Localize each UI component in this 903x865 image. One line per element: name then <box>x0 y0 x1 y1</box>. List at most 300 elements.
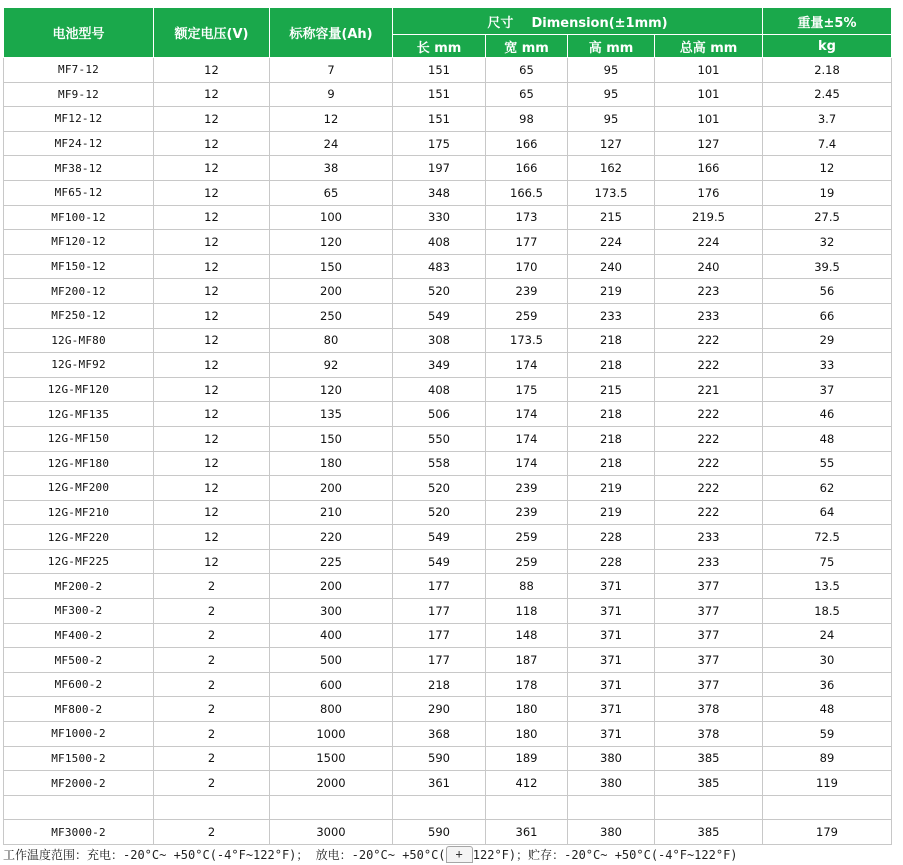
cell-length: 506 <box>393 402 486 427</box>
cell-voltage: 12 <box>154 82 270 107</box>
cell-total-height: 222 <box>655 426 763 451</box>
cell-length: 408 <box>393 377 486 402</box>
cell-weight: 33 <box>763 353 892 378</box>
cell-weight: 2.18 <box>763 58 892 83</box>
cell-width: 361 <box>486 820 568 845</box>
cell-model: MF600-2 <box>4 672 154 697</box>
table-row <box>4 574 892 599</box>
cell-width: 65 <box>486 58 568 83</box>
cell-height: 219 <box>568 500 655 525</box>
cell-length: 520 <box>393 279 486 304</box>
cell-total-height: 378 <box>655 697 763 722</box>
cell-width: 174 <box>486 451 568 476</box>
cell-width: 239 <box>486 279 568 304</box>
cell-height <box>568 795 655 820</box>
cell-width <box>486 795 568 820</box>
cell-height: 173.5 <box>568 180 655 205</box>
cell-weight: 3.7 <box>763 107 892 132</box>
cell-voltage: 2 <box>154 599 270 624</box>
cell-weight <box>763 795 892 820</box>
table-row <box>4 820 892 845</box>
cell-height: 240 <box>568 254 655 279</box>
cell-width: 88 <box>486 574 568 599</box>
cell-length: 361 <box>393 771 486 796</box>
cell-length: 177 <box>393 599 486 624</box>
cell-capacity: 150 <box>270 426 393 451</box>
header-length: 长 mm <box>393 35 486 58</box>
cell-length: 197 <box>393 156 486 181</box>
cell-capacity: 600 <box>270 672 393 697</box>
header-capacity: 标称容量(Ah) <box>270 8 393 58</box>
cell-total-height: 377 <box>655 574 763 599</box>
cell-height: 380 <box>568 746 655 771</box>
cell-voltage: 12 <box>154 107 270 132</box>
cell-voltage: 12 <box>154 328 270 353</box>
cell-capacity: 250 <box>270 303 393 328</box>
cell-model: 12G-MF225 <box>4 549 154 574</box>
operating-temperature-note <box>3 846 738 863</box>
cell-total-height: 233 <box>655 303 763 328</box>
temperature-text-start: 工作温度范围：充电：-20°C~ +50°C(-4°F~122°F)； 放电：-20°C~ +50°C( <box>3 848 446 862</box>
cell-length: 177 <box>393 623 486 648</box>
cell-height: 219 <box>568 279 655 304</box>
cell-width: 170 <box>486 254 568 279</box>
cell-length: 408 <box>393 230 486 255</box>
cell-width: 166 <box>486 156 568 181</box>
cell-height: 233 <box>568 303 655 328</box>
cell-total-height: 240 <box>655 254 763 279</box>
cell-length: 177 <box>393 648 486 673</box>
cell-capacity: 500 <box>270 648 393 673</box>
cell-model: 12G-MF120 <box>4 377 154 402</box>
cell-weight: 18.5 <box>763 599 892 624</box>
cell-total-height: 222 <box>655 500 763 525</box>
cell-total-height: 101 <box>655 107 763 132</box>
battery-spec-table <box>3 7 892 845</box>
cell-total-height: 222 <box>655 353 763 378</box>
cell-capacity: 7 <box>270 58 393 83</box>
cell-height: 371 <box>568 574 655 599</box>
table-row <box>4 426 892 451</box>
cell-capacity: 80 <box>270 328 393 353</box>
cell-capacity: 24 <box>270 131 393 156</box>
cell-weight: 75 <box>763 549 892 574</box>
cell-model: MF9-12 <box>4 82 154 107</box>
table-header <box>4 8 892 58</box>
cell-total-height <box>655 795 763 820</box>
cell-model: MF120-12 <box>4 230 154 255</box>
header-model: 电池型号 <box>4 8 154 58</box>
cell-capacity: 210 <box>270 500 393 525</box>
cell-voltage: 2 <box>154 672 270 697</box>
cell-weight: 64 <box>763 500 892 525</box>
cell-voltage: 12 <box>154 377 270 402</box>
cell-weight: 39.5 <box>763 254 892 279</box>
cell-height: 380 <box>568 820 655 845</box>
cell-height: 228 <box>568 549 655 574</box>
cell-capacity: 38 <box>270 156 393 181</box>
cell-height: 218 <box>568 451 655 476</box>
cell-voltage: 2 <box>154 648 270 673</box>
cell-model: MF300-2 <box>4 599 154 624</box>
cell-length: 368 <box>393 722 486 747</box>
cell-total-height: 378 <box>655 722 763 747</box>
cell-model: 12G-MF150 <box>4 426 154 451</box>
cell-voltage: 12 <box>154 254 270 279</box>
cell-width: 148 <box>486 623 568 648</box>
cell-height: 228 <box>568 525 655 550</box>
cell-length: 483 <box>393 254 486 279</box>
cell-width: 174 <box>486 353 568 378</box>
cell-total-height: 224 <box>655 230 763 255</box>
cell-length: 520 <box>393 500 486 525</box>
cell-voltage: 12 <box>154 451 270 476</box>
cell-model: 12G-MF220 <box>4 525 154 550</box>
cell-width: 259 <box>486 549 568 574</box>
cell-height: 218 <box>568 426 655 451</box>
cell-model: MF3000-2 <box>4 820 154 845</box>
cell-model: MF24-12 <box>4 131 154 156</box>
cell-capacity: 225 <box>270 549 393 574</box>
table-row <box>4 525 892 550</box>
cell-voltage: 12 <box>154 353 270 378</box>
header-height: 高 mm <box>568 35 655 58</box>
cell-weight: 19 <box>763 180 892 205</box>
cell-voltage: 12 <box>154 402 270 427</box>
cell-length: 549 <box>393 525 486 550</box>
cell-total-height: 221 <box>655 377 763 402</box>
cell-weight: 48 <box>763 426 892 451</box>
table-row <box>4 156 892 181</box>
cell-model: 12G-MF200 <box>4 476 154 501</box>
cell-weight: 66 <box>763 303 892 328</box>
cell-capacity: 120 <box>270 230 393 255</box>
cell-capacity: 200 <box>270 279 393 304</box>
cell-model: MF400-2 <box>4 623 154 648</box>
table-row <box>4 402 892 427</box>
cell-capacity: 100 <box>270 205 393 230</box>
cell-total-height: 233 <box>655 549 763 574</box>
table-row <box>4 771 892 796</box>
header-weight-unit: kg <box>763 35 892 58</box>
cell-width: 180 <box>486 722 568 747</box>
cell-capacity: 12 <box>270 107 393 132</box>
cell-width: 173 <box>486 205 568 230</box>
cell-total-height: 176 <box>655 180 763 205</box>
cell-voltage: 12 <box>154 131 270 156</box>
table-row <box>4 328 892 353</box>
cell-model: MF2000-2 <box>4 771 154 796</box>
table-row <box>4 205 892 230</box>
cell-width: 189 <box>486 746 568 771</box>
cell-height: 95 <box>568 107 655 132</box>
table-row <box>4 648 892 673</box>
cell-model <box>4 795 154 820</box>
cell-height: 224 <box>568 230 655 255</box>
cell-length: 349 <box>393 353 486 378</box>
cell-weight: 24 <box>763 623 892 648</box>
cell-capacity: 2000 <box>270 771 393 796</box>
cell-voltage: 12 <box>154 180 270 205</box>
cell-length: 290 <box>393 697 486 722</box>
table-row <box>4 672 892 697</box>
table-row <box>4 131 892 156</box>
cell-length: 348 <box>393 180 486 205</box>
header-dimension: 尺寸 Dimension(±1mm) <box>393 8 763 35</box>
cell-weight: 89 <box>763 746 892 771</box>
cell-weight: 56 <box>763 279 892 304</box>
cell-length: 177 <box>393 574 486 599</box>
cell-length: 218 <box>393 672 486 697</box>
table-row <box>4 254 892 279</box>
cell-length: 151 <box>393 82 486 107</box>
cell-total-height: 377 <box>655 623 763 648</box>
table-row <box>4 722 892 747</box>
cell-model: MF1000-2 <box>4 722 154 747</box>
cell-total-height: 385 <box>655 771 763 796</box>
cell-total-height: 101 <box>655 58 763 83</box>
cell-capacity: 120 <box>270 377 393 402</box>
cell-weight: 13.5 <box>763 574 892 599</box>
cell-weight: 32 <box>763 230 892 255</box>
cell-weight: 62 <box>763 476 892 501</box>
cell-capacity: 135 <box>270 402 393 427</box>
cell-voltage: 12 <box>154 156 270 181</box>
cell-capacity: 9 <box>270 82 393 107</box>
cell-width: 173.5 <box>486 328 568 353</box>
cell-model: MF65-12 <box>4 180 154 205</box>
cell-weight: 27.5 <box>763 205 892 230</box>
cell-capacity: 180 <box>270 451 393 476</box>
cell-height: 371 <box>568 672 655 697</box>
table-row <box>4 500 892 525</box>
cell-model: MF150-12 <box>4 254 154 279</box>
cell-width: 239 <box>486 500 568 525</box>
cell-height: 215 <box>568 205 655 230</box>
cell-total-height: 222 <box>655 451 763 476</box>
cell-height: 371 <box>568 599 655 624</box>
zoom-tab-plus[interactable]: + <box>446 846 473 863</box>
cell-model: MF38-12 <box>4 156 154 181</box>
table-row <box>4 623 892 648</box>
header-width: 宽 mm <box>486 35 568 58</box>
cell-total-height: 127 <box>655 131 763 156</box>
temperature-text-end: 122°F)；贮存：-20°C~ +50°C(-4°F~122°F) <box>472 848 738 862</box>
cell-width: 174 <box>486 402 568 427</box>
cell-total-height: 222 <box>655 402 763 427</box>
cell-voltage <box>154 795 270 820</box>
cell-width: 178 <box>486 672 568 697</box>
table-row <box>4 353 892 378</box>
cell-weight: 37 <box>763 377 892 402</box>
cell-weight: 48 <box>763 697 892 722</box>
cell-voltage: 2 <box>154 623 270 648</box>
cell-weight: 12 <box>763 156 892 181</box>
cell-model: MF200-12 <box>4 279 154 304</box>
cell-width: 166 <box>486 131 568 156</box>
cell-total-height: 222 <box>655 328 763 353</box>
cell-width: 118 <box>486 599 568 624</box>
table-row <box>4 451 892 476</box>
cell-length: 590 <box>393 820 486 845</box>
cell-height: 371 <box>568 722 655 747</box>
cell-capacity: 800 <box>270 697 393 722</box>
table-row <box>4 476 892 501</box>
cell-total-height: 219.5 <box>655 205 763 230</box>
cell-length: 330 <box>393 205 486 230</box>
cell-voltage: 12 <box>154 549 270 574</box>
cell-width: 259 <box>486 303 568 328</box>
table-row <box>4 82 892 107</box>
cell-weight: 2.45 <box>763 82 892 107</box>
table-row <box>4 107 892 132</box>
cell-width: 239 <box>486 476 568 501</box>
cell-total-height: 222 <box>655 476 763 501</box>
cell-width: 175 <box>486 377 568 402</box>
cell-total-height: 233 <box>655 525 763 550</box>
cell-voltage: 12 <box>154 525 270 550</box>
cell-model: MF500-2 <box>4 648 154 673</box>
cell-capacity: 150 <box>270 254 393 279</box>
cell-width: 412 <box>486 771 568 796</box>
cell-height: 219 <box>568 476 655 501</box>
cell-weight: 29 <box>763 328 892 353</box>
cell-model: MF250-12 <box>4 303 154 328</box>
cell-total-height: 166 <box>655 156 763 181</box>
cell-length: 151 <box>393 107 486 132</box>
cell-length: 549 <box>393 549 486 574</box>
cell-weight: 55 <box>763 451 892 476</box>
cell-weight: 72.5 <box>763 525 892 550</box>
cell-weight: 119 <box>763 771 892 796</box>
cell-total-height: 385 <box>655 820 763 845</box>
cell-model: 12G-MF180 <box>4 451 154 476</box>
cell-model: 12G-MF92 <box>4 353 154 378</box>
table-row <box>4 549 892 574</box>
table-row <box>4 230 892 255</box>
cell-length: 549 <box>393 303 486 328</box>
cell-width: 98 <box>486 107 568 132</box>
cell-voltage: 12 <box>154 230 270 255</box>
cell-height: 218 <box>568 328 655 353</box>
cell-total-height: 223 <box>655 279 763 304</box>
cell-capacity: 200 <box>270 574 393 599</box>
cell-model: MF1500-2 <box>4 746 154 771</box>
cell-voltage: 2 <box>154 746 270 771</box>
cell-weight: 36 <box>763 672 892 697</box>
cell-voltage: 12 <box>154 205 270 230</box>
cell-height: 127 <box>568 131 655 156</box>
cell-length: 175 <box>393 131 486 156</box>
cell-height: 218 <box>568 353 655 378</box>
cell-width: 177 <box>486 230 568 255</box>
table-row <box>4 746 892 771</box>
table-row <box>4 279 892 304</box>
cell-voltage: 12 <box>154 303 270 328</box>
cell-capacity: 200 <box>270 476 393 501</box>
table-row <box>4 599 892 624</box>
cell-capacity: 400 <box>270 623 393 648</box>
cell-length: 151 <box>393 58 486 83</box>
cell-weight: 30 <box>763 648 892 673</box>
cell-capacity: 220 <box>270 525 393 550</box>
cell-voltage: 12 <box>154 500 270 525</box>
cell-total-height: 385 <box>655 746 763 771</box>
cell-total-height: 377 <box>655 648 763 673</box>
cell-height: 371 <box>568 648 655 673</box>
cell-model: 12G-MF210 <box>4 500 154 525</box>
cell-weight: 59 <box>763 722 892 747</box>
cell-voltage: 12 <box>154 58 270 83</box>
cell-capacity: 1500 <box>270 746 393 771</box>
cell-model: MF100-12 <box>4 205 154 230</box>
header-weight: 重量±5% <box>763 8 892 35</box>
table-body <box>4 58 892 845</box>
table-row <box>4 303 892 328</box>
cell-length: 558 <box>393 451 486 476</box>
header-total-height: 总高 mm <box>655 35 763 58</box>
cell-capacity: 92 <box>270 353 393 378</box>
cell-length <box>393 795 486 820</box>
cell-model: 12G-MF135 <box>4 402 154 427</box>
cell-length: 550 <box>393 426 486 451</box>
table-row <box>4 697 892 722</box>
cell-voltage: 12 <box>154 279 270 304</box>
cell-model: MF7-12 <box>4 58 154 83</box>
cell-voltage: 2 <box>154 722 270 747</box>
cell-capacity: 300 <box>270 599 393 624</box>
cell-width: 187 <box>486 648 568 673</box>
cell-model: 12G-MF80 <box>4 328 154 353</box>
cell-weight: 179 <box>763 820 892 845</box>
cell-width: 65 <box>486 82 568 107</box>
cell-capacity: 1000 <box>270 722 393 747</box>
spec-table-container <box>3 7 892 845</box>
table-row <box>4 180 892 205</box>
cell-voltage: 12 <box>154 476 270 501</box>
cell-voltage: 2 <box>154 771 270 796</box>
cell-width: 259 <box>486 525 568 550</box>
cell-capacity: 65 <box>270 180 393 205</box>
cell-total-height: 101 <box>655 82 763 107</box>
table-row <box>4 377 892 402</box>
cell-height: 371 <box>568 623 655 648</box>
cell-height: 218 <box>568 402 655 427</box>
cell-width: 180 <box>486 697 568 722</box>
cell-length: 308 <box>393 328 486 353</box>
table-row <box>4 795 892 820</box>
cell-voltage: 12 <box>154 426 270 451</box>
cell-model: MF12-12 <box>4 107 154 132</box>
cell-height: 162 <box>568 156 655 181</box>
cell-weight: 7.4 <box>763 131 892 156</box>
cell-model: MF200-2 <box>4 574 154 599</box>
cell-model: MF800-2 <box>4 697 154 722</box>
cell-capacity: 3000 <box>270 820 393 845</box>
cell-width: 166.5 <box>486 180 568 205</box>
cell-weight: 46 <box>763 402 892 427</box>
header-voltage: 额定电压(V) <box>154 8 270 58</box>
cell-height: 95 <box>568 82 655 107</box>
cell-capacity <box>270 795 393 820</box>
cell-length: 590 <box>393 746 486 771</box>
cell-voltage: 2 <box>154 697 270 722</box>
cell-voltage: 2 <box>154 574 270 599</box>
cell-width: 174 <box>486 426 568 451</box>
table-row <box>4 58 892 83</box>
cell-height: 380 <box>568 771 655 796</box>
cell-voltage: 2 <box>154 820 270 845</box>
